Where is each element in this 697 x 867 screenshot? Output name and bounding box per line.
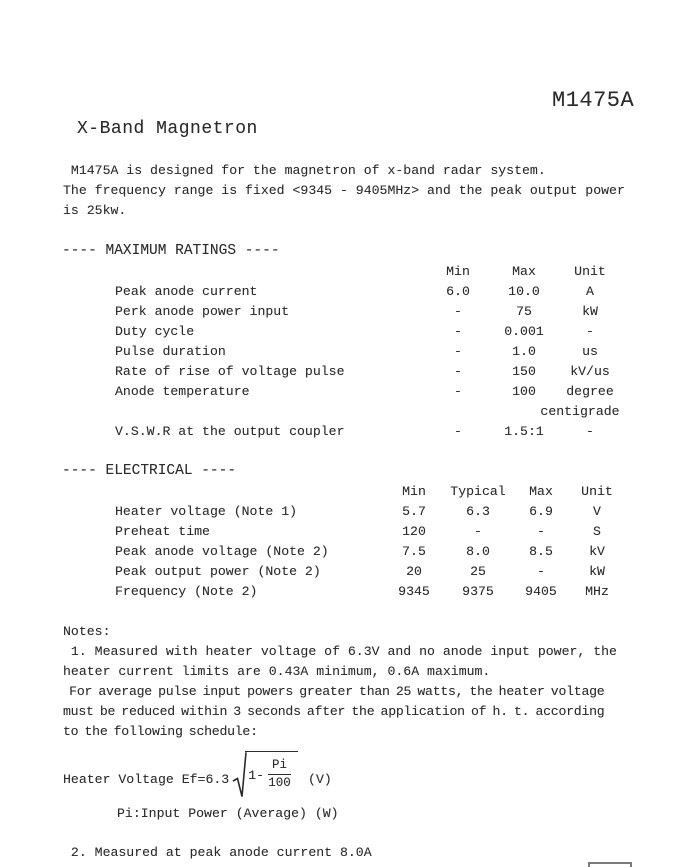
cell-unit: - (586, 424, 594, 439)
table-row (0, 502, 697, 522)
table-row (0, 362, 697, 382)
cell-unit: degree (566, 384, 614, 399)
table-row (0, 422, 697, 442)
table-row-continuation (0, 402, 697, 422)
page-title: X-Band Magnetron (77, 119, 258, 139)
electrical-heading: ---- ELECTRICAL ---- (62, 463, 237, 479)
maximum-ratings-header-row (0, 262, 697, 282)
fraction (268, 758, 291, 791)
table-row (0, 522, 697, 542)
text-line: heater current limits are 0.43A minimum, 0.6A maximum. (63, 664, 491, 679)
formula-legend: Pi:Input Power (Average) (W) (117, 806, 339, 821)
row-label: Pulse duration (115, 344, 226, 359)
cell-typical: 6.3 (466, 504, 490, 519)
model-number-title: M1475A (552, 88, 635, 113)
text-line: For average pulse input powers greater than 25 watts, the heater voltage (63, 684, 605, 699)
column-header-typical: Typical (450, 484, 506, 499)
cell-min: - (454, 304, 462, 319)
formula-unit: (V) (308, 771, 332, 787)
cell-typical: 25 (470, 564, 486, 579)
cell-unit: kV (589, 544, 605, 559)
heater-voltage-formula (63, 750, 332, 800)
cell-unit: kW (582, 304, 598, 319)
page-number-box (588, 862, 632, 867)
cell-unit: kW (589, 564, 605, 579)
cell-min: - (454, 364, 462, 379)
cell-unit: us (582, 344, 598, 359)
cell-max: 1.0 (512, 344, 536, 359)
cell-max: 0.001 (504, 324, 544, 339)
cell-min: 9345 (398, 584, 430, 599)
cell-max: 75 (516, 304, 532, 319)
text-line: is 25kw. (63, 203, 127, 218)
cell-unit: S (593, 524, 601, 539)
row-label: Rate of rise of voltage pulse (115, 364, 345, 379)
cell-max: 9405 (525, 584, 557, 599)
maximum-ratings-heading: ---- MAXIMUM RATINGS ---- (62, 243, 280, 259)
cell-min: - (454, 384, 462, 399)
table-row (0, 342, 697, 362)
cell-unit: V (593, 504, 601, 519)
row-label: Peak anode voltage (Note 2) (115, 544, 329, 559)
radicand (245, 751, 298, 797)
row-label: Perk anode power input (115, 304, 290, 319)
cell-unit: A (586, 284, 594, 299)
table-row (0, 282, 697, 302)
row-label: Peak anode current (115, 284, 258, 299)
cell-unit-continuation: centigrade (540, 404, 620, 419)
maximum-ratings-table (0, 262, 697, 442)
cell-max: 150 (512, 364, 536, 379)
electrical-header-row (0, 482, 697, 502)
note-1-schedule-paragraph (63, 682, 604, 742)
cell-min: - (454, 344, 462, 359)
cell-unit: MHz (585, 584, 609, 599)
row-label: V.S.W.R at the output coupler (115, 424, 345, 439)
cell-max: 6.9 (529, 504, 553, 519)
fraction-numerator: Pi (268, 758, 291, 775)
cell-typical: - (474, 524, 482, 539)
table-row (0, 542, 697, 562)
cell-min: 6.0 (446, 284, 470, 299)
formula-prefix: Heater Voltage Ef=6.3 (63, 771, 230, 787)
cell-min: - (454, 324, 462, 339)
column-header-max: Max (512, 264, 536, 279)
column-header-unit: Unit (581, 484, 613, 499)
text-line: The frequency range is fixed <9345 - 9405MHz> and the peak output power (63, 183, 625, 198)
text-line: must be reduced within 3 seconds after the application of h. t. according (63, 704, 605, 719)
cell-min: 20 (406, 564, 422, 579)
cell-unit: kV/us (570, 364, 610, 379)
cell-max: 1.5:1 (504, 424, 544, 439)
column-header-max: Max (529, 484, 553, 499)
cell-unit: - (586, 324, 594, 339)
table-row (0, 302, 697, 322)
electrical-table (0, 482, 697, 602)
text-line: to the following schedule: (63, 724, 258, 739)
table-row (0, 582, 697, 602)
cell-max: - (537, 564, 545, 579)
cell-min: 5.7 (402, 504, 426, 519)
text-line: 1. Measured with heater voltage of 6.3V and no anode input power, the (63, 644, 617, 659)
note-1-paragraph (63, 642, 617, 682)
cell-max: 8.5 (529, 544, 553, 559)
cell-min: 120 (402, 524, 426, 539)
row-label: Anode temperature (115, 384, 250, 399)
fraction-denominator: 100 (268, 776, 291, 790)
row-label: Frequency (Note 2) (115, 584, 258, 599)
cell-max: 100 (512, 384, 536, 399)
row-label: Heater voltage (Note 1) (115, 504, 298, 519)
cell-min: 7.5 (402, 544, 426, 559)
table-row (0, 322, 697, 342)
column-header-min: Min (402, 484, 426, 499)
column-header-unit: Unit (574, 264, 606, 279)
column-header-min: Min (446, 264, 470, 279)
table-row (0, 382, 697, 402)
cell-max: - (537, 524, 545, 539)
notes-heading: Notes: (63, 624, 111, 639)
radicand-prefix: 1- (248, 768, 265, 783)
note-2: 2. Measured at peak anode current 8.0A (63, 845, 372, 860)
intro-paragraph (63, 161, 625, 221)
row-label: Peak output power (Note 2) (115, 564, 321, 579)
cell-typical: 8.0 (466, 544, 490, 559)
table-row (0, 562, 697, 582)
cell-typical: 9375 (462, 584, 494, 599)
row-label: Duty cycle (115, 324, 195, 339)
square-root (232, 751, 298, 799)
cell-max: 10.0 (508, 284, 540, 299)
cell-min: - (454, 424, 462, 439)
row-label: Preheat time (115, 524, 210, 539)
text-line: M1475A is designed for the magnetron of x-band radar system. (63, 163, 546, 178)
